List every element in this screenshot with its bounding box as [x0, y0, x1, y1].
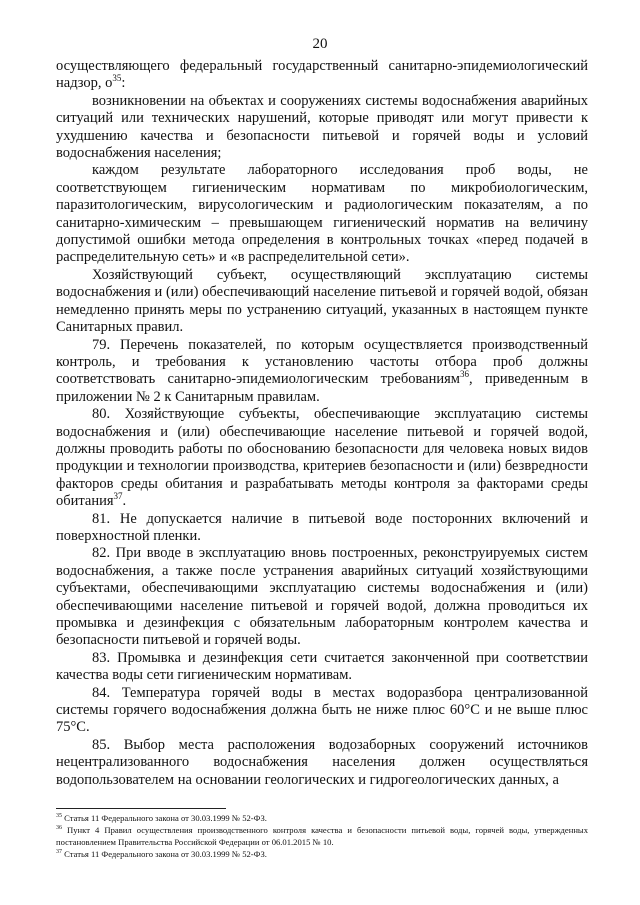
body-text — [56, 58, 588, 789]
paragraph — [56, 685, 588, 737]
footnote-text: Статья 11 Федерального закона от 30.03.1999 № 52-ФЗ. — [62, 813, 267, 823]
footnote-text: Пункт 4 Правил осуществления производственного контроля качества и безопасности питьевой воды, горячей воды, утвержденных постановлением Правительства Российской Федерации от 06.01.2015 № 10. — [56, 825, 588, 847]
paragraph — [56, 58, 588, 93]
footnote — [56, 812, 588, 824]
text-run: 79. Перечень показателей, по которым осуществляется производственный контроль, и требования к установлению частоты отбора проб должны соответствовать санитарно-эпидемиологическим требованиям — [56, 336, 588, 388]
text-run: 80. Хозяйствующие субъекты, обеспечивающие эксплуатацию системы водоснабжения и (или) обеспечивающие население питьевой и горячей водой, должны проводить работы по обоснованию безопасности для человека новых видов продукции и технологии производства, критериев безопасности и (или) безвредности факторов среды обитания и разрабатывать методы контроля за факторами среды обитания — [56, 406, 588, 510]
footnotes — [56, 812, 588, 860]
text-run: Хозяйствующий субъект, осуществляющий эксплуатацию системы водоснабжения и (или) обеспечивающий население питьевой и горячей водой, обязан немедленно принять меры по устранению ситуаций, указанных в настоящем пункте Санитарных правил. — [56, 266, 588, 336]
footnote — [56, 824, 588, 848]
footnote-mark: 36 — [56, 825, 62, 832]
paragraph — [56, 93, 588, 163]
text-run: 81. Не допускается наличие в питьевой воде посторонних включений и поверхностной пленки. — [56, 510, 588, 544]
text-run: 82. При вводе в эксплуатацию вновь построенных, реконструируемых систем водоснабжения, а также после устранения аварийных ситуаций хозяйствующими субъектами, обеспечивающими эксплуатацию системы водоснабжения и (или) обеспечивающими население питьевой и горячей водой, должна проводиться их промывка и дезинфекция с обязательным лабораторным контролем качества и безопасности питьевой и горячей воды. — [56, 545, 588, 649]
footnote-divider — [56, 808, 226, 809]
footnote-text: Статья 11 Федерального закона от 30.03.1999 № 52-ФЗ. — [62, 849, 267, 859]
paragraph — [56, 650, 588, 685]
footnote-reference: 36 — [459, 369, 469, 380]
text-run: 83. Промывка и дезинфекция сети считается законченной при соответствии качества воды сети гигиеническим нормативам. — [56, 649, 588, 684]
text-run: . — [122, 493, 127, 510]
footnote-reference: 35 — [112, 73, 122, 84]
text-run: 85. Выбор места расположения водозаборных сооружений источников нецентрализованного водоснабжения населения должен осуществляться водопользователем на основании геологических и гидрогеологических данных, а — [56, 736, 588, 788]
paragraph — [56, 406, 588, 510]
paragraph — [56, 545, 588, 649]
paragraph — [56, 511, 588, 546]
text-run: 84. Температура горячей воды в местах водоразбора централизованной системы горячего водоснабжения должна быть не ниже плюс 60°С и не выше плюс 75°С. — [56, 684, 588, 736]
text-run: каждом результате лабораторного исследования проб воды, не соответствующем гигиеническим нормативам по микробиологическим, паразитологическим, вирусологическим и радиологическим показателям, а по санитарно-химическим – превышающем гигиенический норматив на величину допустимой ошибки метода определения в контрольных точках «перед подачей в распределительную сеть» и «в распределительной сети». — [56, 162, 588, 266]
footnote — [56, 848, 588, 860]
footnote-reference: 37 — [113, 491, 123, 502]
text-run: : — [121, 75, 126, 92]
text-run: осуществляющего федеральный государственный санитарно-эпидемиологический надзор, о — [56, 58, 588, 92]
footnote-mark: 35 — [56, 813, 62, 820]
paragraph — [56, 337, 588, 407]
paragraph — [56, 737, 588, 789]
footnote-mark: 37 — [56, 849, 62, 856]
text-run: возникновении на объектах и сооружениях системы водоснабжения аварийных ситуаций или технических нарушений, которые приводят или могут привести к ухудшению качества и безопасности питьевой и горячей воды и условий водоснабжения населения; — [56, 92, 588, 162]
text-run: , приведенным в приложении № 2 к Санитарным правилам. — [56, 371, 588, 405]
paragraph — [56, 162, 588, 266]
paragraph — [56, 267, 588, 337]
page-number: 20 — [312, 36, 328, 52]
